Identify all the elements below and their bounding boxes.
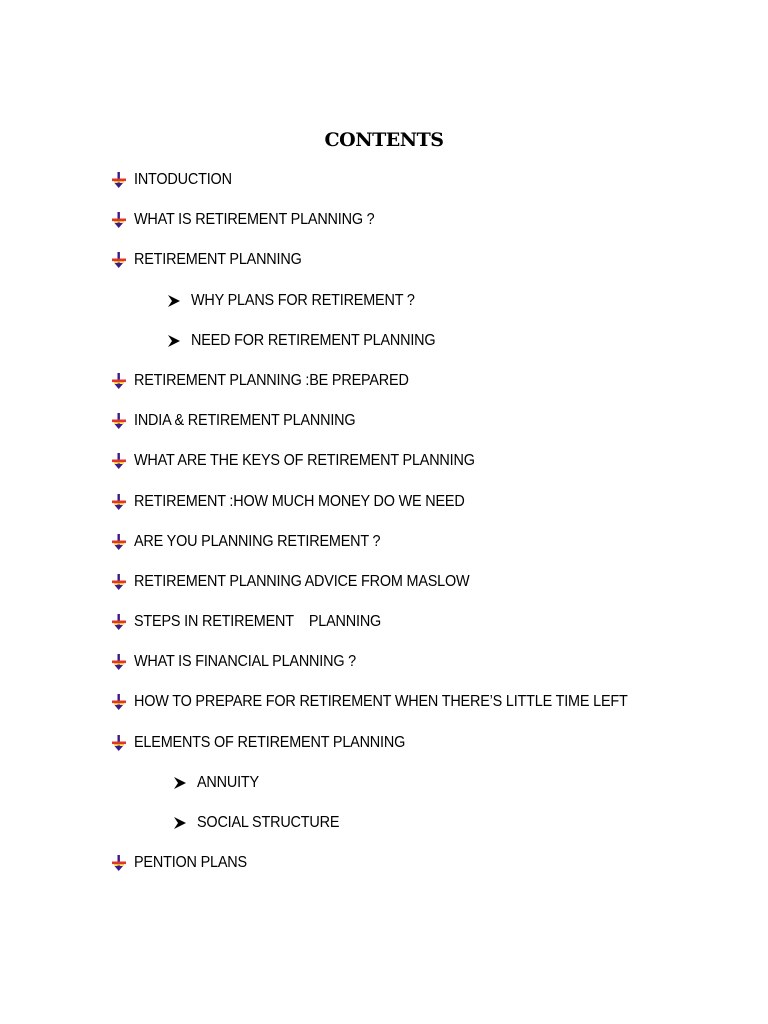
entry-text: WHAT IS FINANCIAL PLANNING ? (134, 653, 357, 671)
sub-list-item (0, 772, 768, 812)
list-item (0, 531, 768, 571)
plus-arrow-bullet-icon (112, 651, 126, 673)
entry-text: RETIREMENT PLANNING (134, 251, 302, 269)
list-item (0, 169, 768, 209)
entry-text: ELEMENTS OF RETIREMENT PLANNING (134, 733, 406, 751)
plus-arrow-bullet-icon (112, 852, 126, 874)
entry-text: NEED FOR RETIREMENT PLANNING (191, 331, 436, 349)
plus-arrow-bullet-icon (112, 209, 126, 231)
list-item (0, 491, 768, 531)
plus-arrow-bullet-icon (112, 370, 126, 392)
entry-text: PENTION PLANS (134, 854, 247, 872)
entry-text: WHY PLANS FOR RETIREMENT ? (191, 291, 415, 309)
list-item (0, 611, 768, 651)
sub-list-item (0, 290, 768, 330)
arrowhead-bullet-icon (168, 330, 182, 352)
sub-list-item (0, 812, 768, 852)
entry-text: RETIREMENT :HOW MUCH MONEY DO WE NEED (134, 492, 465, 510)
entry-text: RETIREMENT PLANNING :BE PREPARED (134, 371, 409, 389)
plus-arrow-bullet-icon (112, 169, 126, 191)
entry-text: INTODUCTION (134, 171, 232, 188)
sub-list-item (0, 330, 768, 370)
entry-text: HOW TO PREPARE FOR RETIREMENT WHEN THERE’S LITTLE TIME LEFT (134, 693, 628, 711)
list-item (0, 691, 768, 731)
list-item (0, 732, 768, 772)
entry-text: WHAT IS RETIREMENT PLANNING ? (134, 211, 375, 229)
plus-arrow-bullet-icon (112, 691, 126, 713)
list-item (0, 450, 768, 490)
entry-text: WHAT ARE THE KEYS OF RETIREMENT PLANNING (134, 452, 475, 470)
list-item (0, 410, 768, 450)
page-title: CONTENTS (324, 129, 444, 151)
list-item (0, 651, 768, 691)
arrowhead-bullet-icon (168, 290, 182, 312)
plus-arrow-bullet-icon (112, 450, 126, 472)
list-item (0, 852, 768, 892)
list-item (0, 571, 768, 611)
entry-text: INDIA & RETIREMENT PLANNING (134, 412, 356, 430)
entry-text: STEPS IN RETIREMENT PLANNING (134, 613, 382, 631)
plus-arrow-bullet-icon (112, 491, 126, 513)
plus-arrow-bullet-icon (112, 732, 126, 754)
list-item (0, 370, 768, 410)
plus-arrow-bullet-icon (112, 531, 126, 553)
list-item (0, 209, 768, 249)
plus-arrow-bullet-icon (112, 571, 126, 593)
plus-arrow-bullet-icon (112, 410, 126, 432)
plus-arrow-bullet-icon (112, 611, 126, 633)
entry-text: RETIREMENT PLANNING ADVICE FROM MASLOW (134, 572, 470, 590)
arrowhead-bullet-icon (174, 812, 188, 834)
contents-list (0, 169, 768, 892)
plus-arrow-bullet-icon (112, 249, 126, 271)
entry-text: ANNUITY (197, 773, 259, 791)
entry-text: SOCIAL STRUCTURE (197, 814, 340, 831)
arrowhead-bullet-icon (174, 772, 188, 794)
entry-text: ARE YOU PLANNING RETIREMENT ? (134, 532, 381, 550)
list-item (0, 249, 768, 289)
